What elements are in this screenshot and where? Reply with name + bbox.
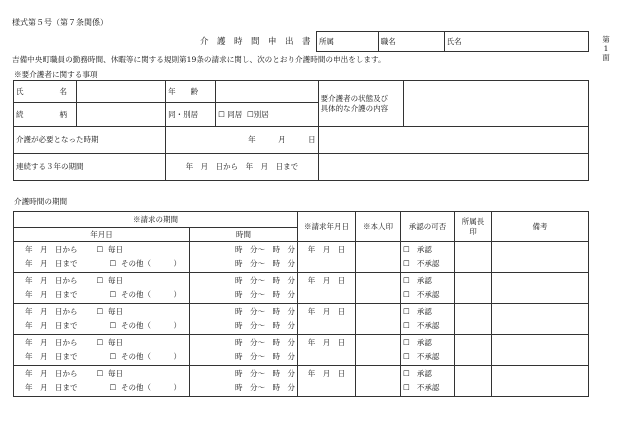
care-time-table [13,211,589,397]
state-label-cell: 要介護者の状態及び 具体的な介護の内容 [318,81,404,127]
chief-stamp-cell[interactable] [455,366,492,397]
remarks-cell[interactable] [492,366,589,397]
disapprove-checkbox[interactable]: ☐ [403,321,410,330]
approve-checkbox[interactable]: ☐ [403,338,410,347]
date-from: 年 月 日から [25,276,78,286]
section2-title: 介護時間の期間 [14,197,68,206]
stamp-cell[interactable] [356,242,401,273]
remarks-cell[interactable] [492,273,589,304]
other-checkbox[interactable]: ☐ [109,259,117,269]
disapprove-checkbox[interactable]: ☐ [403,290,410,299]
date-to: 年 月 日まで [25,352,78,362]
name-label-cell: 氏 名 [14,81,77,103]
cohabit-checkbox[interactable]: ☐ [218,109,225,119]
recipient-relation-input[interactable] [77,103,166,127]
remarks-cell[interactable] [492,242,589,273]
approve-checkbox[interactable]: ☐ [403,369,410,378]
approve-checkbox[interactable]: ☐ [403,307,410,316]
chief-stamp-cell[interactable] [455,335,492,366]
approve-label: 承認 [416,369,432,378]
remarks-cell[interactable] [492,335,589,366]
care-start-label-cell: 介護が必要となった時期 [14,127,166,154]
time-cell[interactable] [190,304,298,335]
time-range-2: 時 分～ 時 分 [235,352,295,361]
care-start-date-input[interactable]: 年 月 日 [166,127,319,154]
date-from: 年 月 日から [25,307,78,317]
period-input[interactable]: 年 月 日から 年 月 日まで [166,154,319,181]
intro-text: 吉備中央町職員の勤務時間、休暇等に関する規則第19条の請求に関し、次のとおり介護時間の申出をします。 [12,55,386,64]
date-from: 年 月 日から [25,338,78,348]
chief-stamp-cell[interactable] [455,242,492,273]
disapprove-label: 不承認 [416,383,440,392]
care-recipient-table [13,80,589,181]
daily-checkbox[interactable]: ☐ [96,245,104,255]
cohabit-options: ☐ 同居 ☐別居 [216,103,318,127]
date-range-cell[interactable] [14,304,190,335]
time-range-2: 時 分～ 時 分 [235,290,295,299]
daily-label: 毎日 [108,276,123,286]
time-cell[interactable] [190,366,298,397]
approval-cell [401,273,455,304]
request-date-value: 年 月 日 [307,307,346,316]
name-field[interactable] [444,32,588,52]
request-date-cell[interactable] [298,242,356,273]
date-range-cell[interactable] [14,366,190,397]
time-range-2: 時 分～ 時 分 [235,383,295,392]
approval-cell [401,242,455,273]
care-time-row [14,335,589,366]
other-label: その他（ ） [121,383,181,393]
remarks-cell[interactable] [492,304,589,335]
approval-cell [401,366,455,397]
time-range-1: 時 分～ 時 分 [235,369,295,378]
daily-checkbox[interactable]: ☐ [96,369,104,379]
date-from: 年 月 日から [25,369,78,379]
time-cell[interactable] [190,242,298,273]
request-date-cell[interactable] [298,335,356,366]
disapprove-checkbox[interactable]: ☐ [403,383,410,392]
time-range-1: 時 分～ 時 分 [235,276,295,285]
request-date-cell[interactable] [298,366,356,397]
disapprove-label: 不承認 [416,259,440,268]
recipient-age-input[interactable] [216,81,318,103]
other-label: その他（ ） [121,352,181,362]
approve-checkbox[interactable]: ☐ [403,245,410,254]
time-range-2: 時 分～ 時 分 [235,259,295,268]
side-note [601,35,611,62]
care-state-input[interactable] [404,81,589,127]
side-note-1: 第 [602,35,610,44]
other-label: その他（ ） [121,321,181,331]
time-range-1: 時 分～ 時 分 [235,338,295,347]
date-range-cell[interactable] [14,335,190,366]
care-time-row [14,366,589,397]
care-time-row [14,273,589,304]
time-range-1: 時 分～ 時 分 [235,307,295,316]
approval-header: 承認の可否 [401,212,455,242]
chief-stamp-cell[interactable] [455,304,492,335]
stamp-cell[interactable] [356,335,401,366]
request-date-value: 年 月 日 [307,245,346,254]
request-period-header: ※請求の期間 [14,212,298,228]
date-to: 年 月 日まで [25,259,78,269]
date-range-cell[interactable] [14,242,190,273]
care-time-row [14,304,589,335]
daily-checkbox[interactable]: ☐ [96,276,104,286]
header-fields-table [316,31,589,52]
date-to: 年 月 日まで [25,290,78,300]
other-checkbox[interactable]: ☐ [109,321,117,331]
time-range-2: 時 分～ 時 分 [235,321,295,330]
request-date-cell[interactable] [298,304,356,335]
other-checkbox[interactable]: ☐ [109,383,117,393]
chief-stamp-header: 所属長 印 [455,212,492,242]
other-checkbox[interactable]: ☐ [109,290,117,300]
time-header: 時間 [190,228,298,242]
affiliation-label: 所属 [319,36,334,46]
daily-label: 毎日 [108,338,123,348]
request-date-header: ※請求年月日 [298,212,356,242]
age-label-cell: 年 齢 [166,81,216,103]
form-number: 様式第５号（第７条関係） [12,18,108,27]
date-to: 年 月 日まで [25,321,78,331]
stamp-cell[interactable] [356,304,401,335]
date-from: 年 月 日から [25,245,78,255]
approve-checkbox[interactable]: ☐ [403,276,410,285]
approve-label: 承認 [416,307,432,316]
cohabit-label-cell: 同・別居 [166,103,216,127]
time-cell[interactable] [190,335,298,366]
approve-label: 承認 [416,245,432,254]
disapprove-label: 不承認 [416,352,440,361]
daily-label: 毎日 [108,245,123,255]
relation-label-cell: 続 柄 [14,103,77,127]
job-title-field[interactable] [378,32,444,52]
stamp-cell[interactable] [356,366,401,397]
remarks-header: 備考 [492,212,589,242]
period-label-cell: 連続する３年の期間 [14,154,166,181]
other-label: その他（ ） [121,290,181,300]
daily-label: 毎日 [108,307,123,317]
chief-stamp-cell[interactable] [455,273,492,304]
form-title: 介 護 時 間 申 出 書 [200,37,311,47]
recipient-name-input[interactable] [77,81,166,103]
side-note-3: 面 [602,53,610,62]
separate-checkbox[interactable]: ☐ [247,109,254,119]
daily-checkbox[interactable]: ☐ [96,307,104,317]
stamp-header: ※本人印 [356,212,401,242]
daily-checkbox[interactable]: ☐ [96,338,104,348]
time-cell[interactable] [190,273,298,304]
disapprove-label: 不承認 [416,290,440,299]
date-to: 年 月 日まで [25,383,78,393]
date-range-cell[interactable] [14,273,190,304]
stamp-cell[interactable] [356,273,401,304]
approve-label: 承認 [416,276,432,285]
request-date-value: 年 月 日 [307,369,346,378]
section1-title: ※要介護者に関する事項 [14,70,98,79]
date-header: 年月日 [14,228,190,242]
name-label: 氏名 [446,36,462,46]
job-title-label: 職名 [380,36,396,46]
other-label: その他（ ） [121,259,181,269]
other-checkbox[interactable]: ☐ [109,352,117,362]
request-date-value: 年 月 日 [307,276,346,285]
disapprove-label: 不承認 [416,321,440,330]
side-note-2: 1 [603,44,609,53]
disapprove-checkbox[interactable]: ☐ [403,259,410,268]
request-date-value: 年 月 日 [307,338,346,347]
disapprove-checkbox[interactable]: ☐ [403,352,410,361]
approval-cell [401,304,455,335]
time-range-1: 時 分～ 時 分 [235,245,295,254]
approve-label: 承認 [416,338,432,347]
care-time-row [14,242,589,273]
request-date-cell[interactable] [298,273,356,304]
daily-label: 毎日 [108,369,123,379]
approval-cell [401,335,455,366]
affiliation-field[interactable] [317,32,379,52]
